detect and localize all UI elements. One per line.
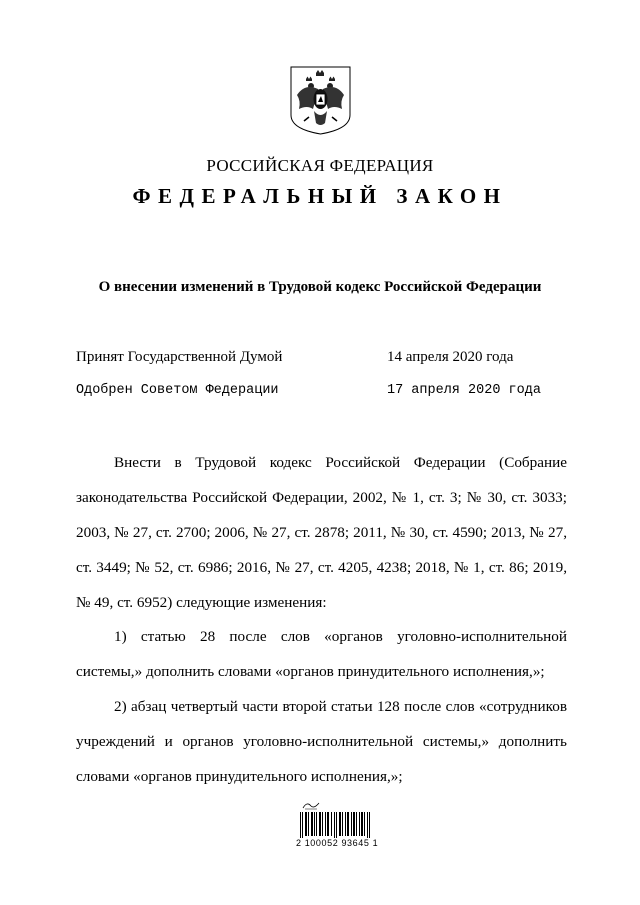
duma-date: 14 апреля 2020 года (387, 349, 514, 365)
duma-label: Принят Государственной Думой (76, 349, 283, 365)
council-date: 17 апреля 2020 года (387, 383, 541, 398)
duma-adoption-row (76, 349, 576, 366)
amendment-item-2: 2) абзац четвертый части второй статьи 128 после слов «сотрудников учреждений и органов уголовно-исполнительной системы,» дополнить словами «органов принудительного исполнения,»; (76, 698, 567, 785)
law-title: О внесении изменений в Трудовой кодекс Российской Федерации (98, 279, 542, 295)
country-name: РОССИЙСКАЯ ФЕДЕРАЦИЯ (206, 156, 434, 175)
intro-paragraph: Внести в Трудовой кодекс Российской Федерации (Собрание законодательства Российской Федерации, 2002, № 1, ст. 3; № 30, ст. 3033; 2003, № 27, ст. 2700; 2006, № 27, ст. 2878; 2011, № 30, ст. 4590; 2013, № 27, ст. 3449; № 52, ст. 6986; 2016, № 27, ст. 4205, 4238; 2018, № 1, ст. 86; 2019, № 49, ст. 6952) следующие изменения: (76, 454, 567, 611)
council-label: Одобрен Советом Федерации (76, 383, 279, 398)
council-adoption-row (76, 383, 576, 398)
barcode-number: 2 100052 93645 1 (296, 838, 379, 848)
document-type: ФЕДЕРАЛЬНЫЙ ЗАКОН (132, 184, 508, 208)
coat-of-arms-icon (289, 65, 352, 136)
signature-mark-icon (302, 800, 320, 810)
amendment-item-1: 1) статью 28 после слов «органов уголовно-исполнительной системы,» дополнить словами «органов принудительного исполнения,»; (76, 628, 567, 680)
